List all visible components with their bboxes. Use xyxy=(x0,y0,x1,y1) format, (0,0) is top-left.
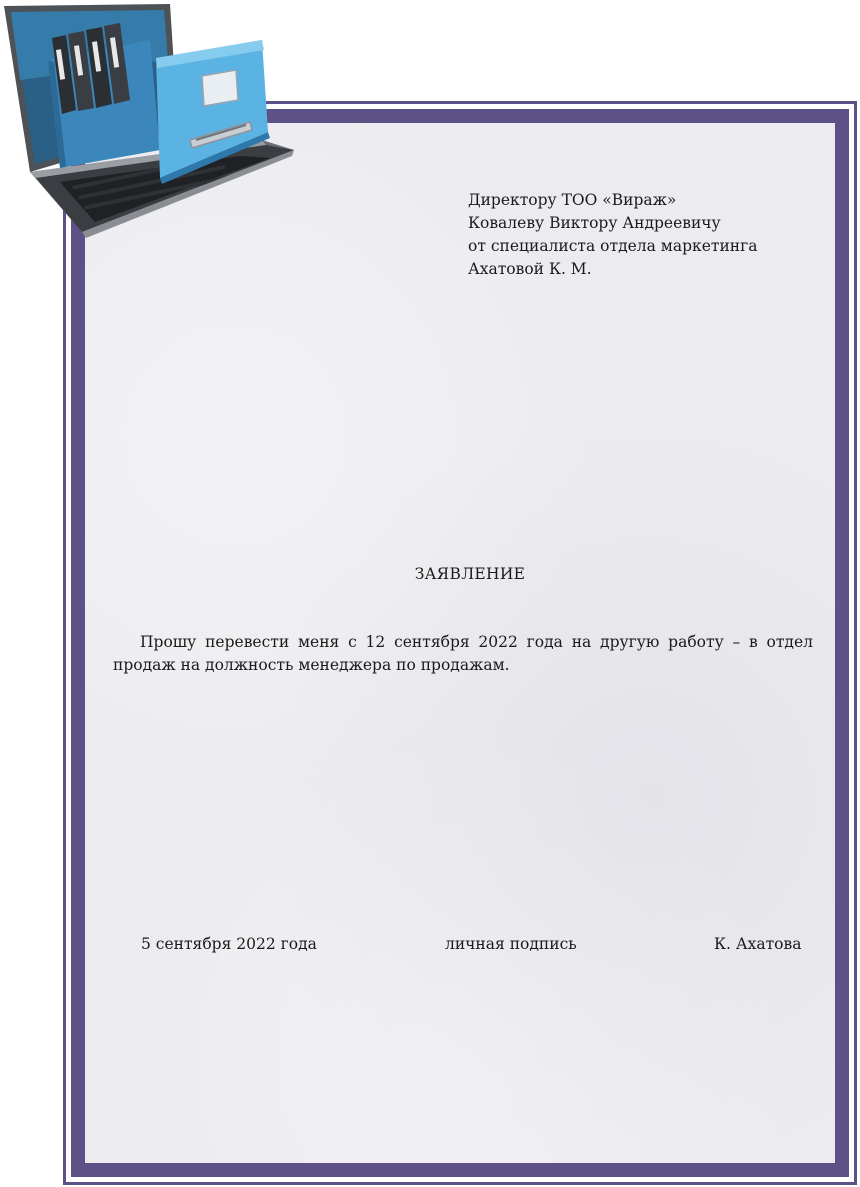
addressee-block xyxy=(468,189,757,281)
addressee-from-line: от специалиста отдела маркетинга xyxy=(468,237,758,255)
document-body: Прошу перевести меня с 12 сентября 2022 года на другую работу – в отдел продаж на должность менеджера по продажам. xyxy=(113,633,813,674)
document-title: ЗАЯВЛЕНИЕ xyxy=(414,565,526,583)
addressee-sender-line: Ахатовой К. М. xyxy=(468,260,592,278)
footer-signature: личная подпись xyxy=(445,935,577,953)
addressee-name-line: Ковалеву Виктору Андреевичу xyxy=(468,214,721,232)
addressee-director-line: Директору ТОО «Вираж» xyxy=(468,191,677,209)
footer-name: К. Ахатова xyxy=(714,935,802,953)
footer-date: 5 сентября 2022 года xyxy=(141,935,317,953)
laptop-file-cabinet-icon xyxy=(0,0,296,238)
